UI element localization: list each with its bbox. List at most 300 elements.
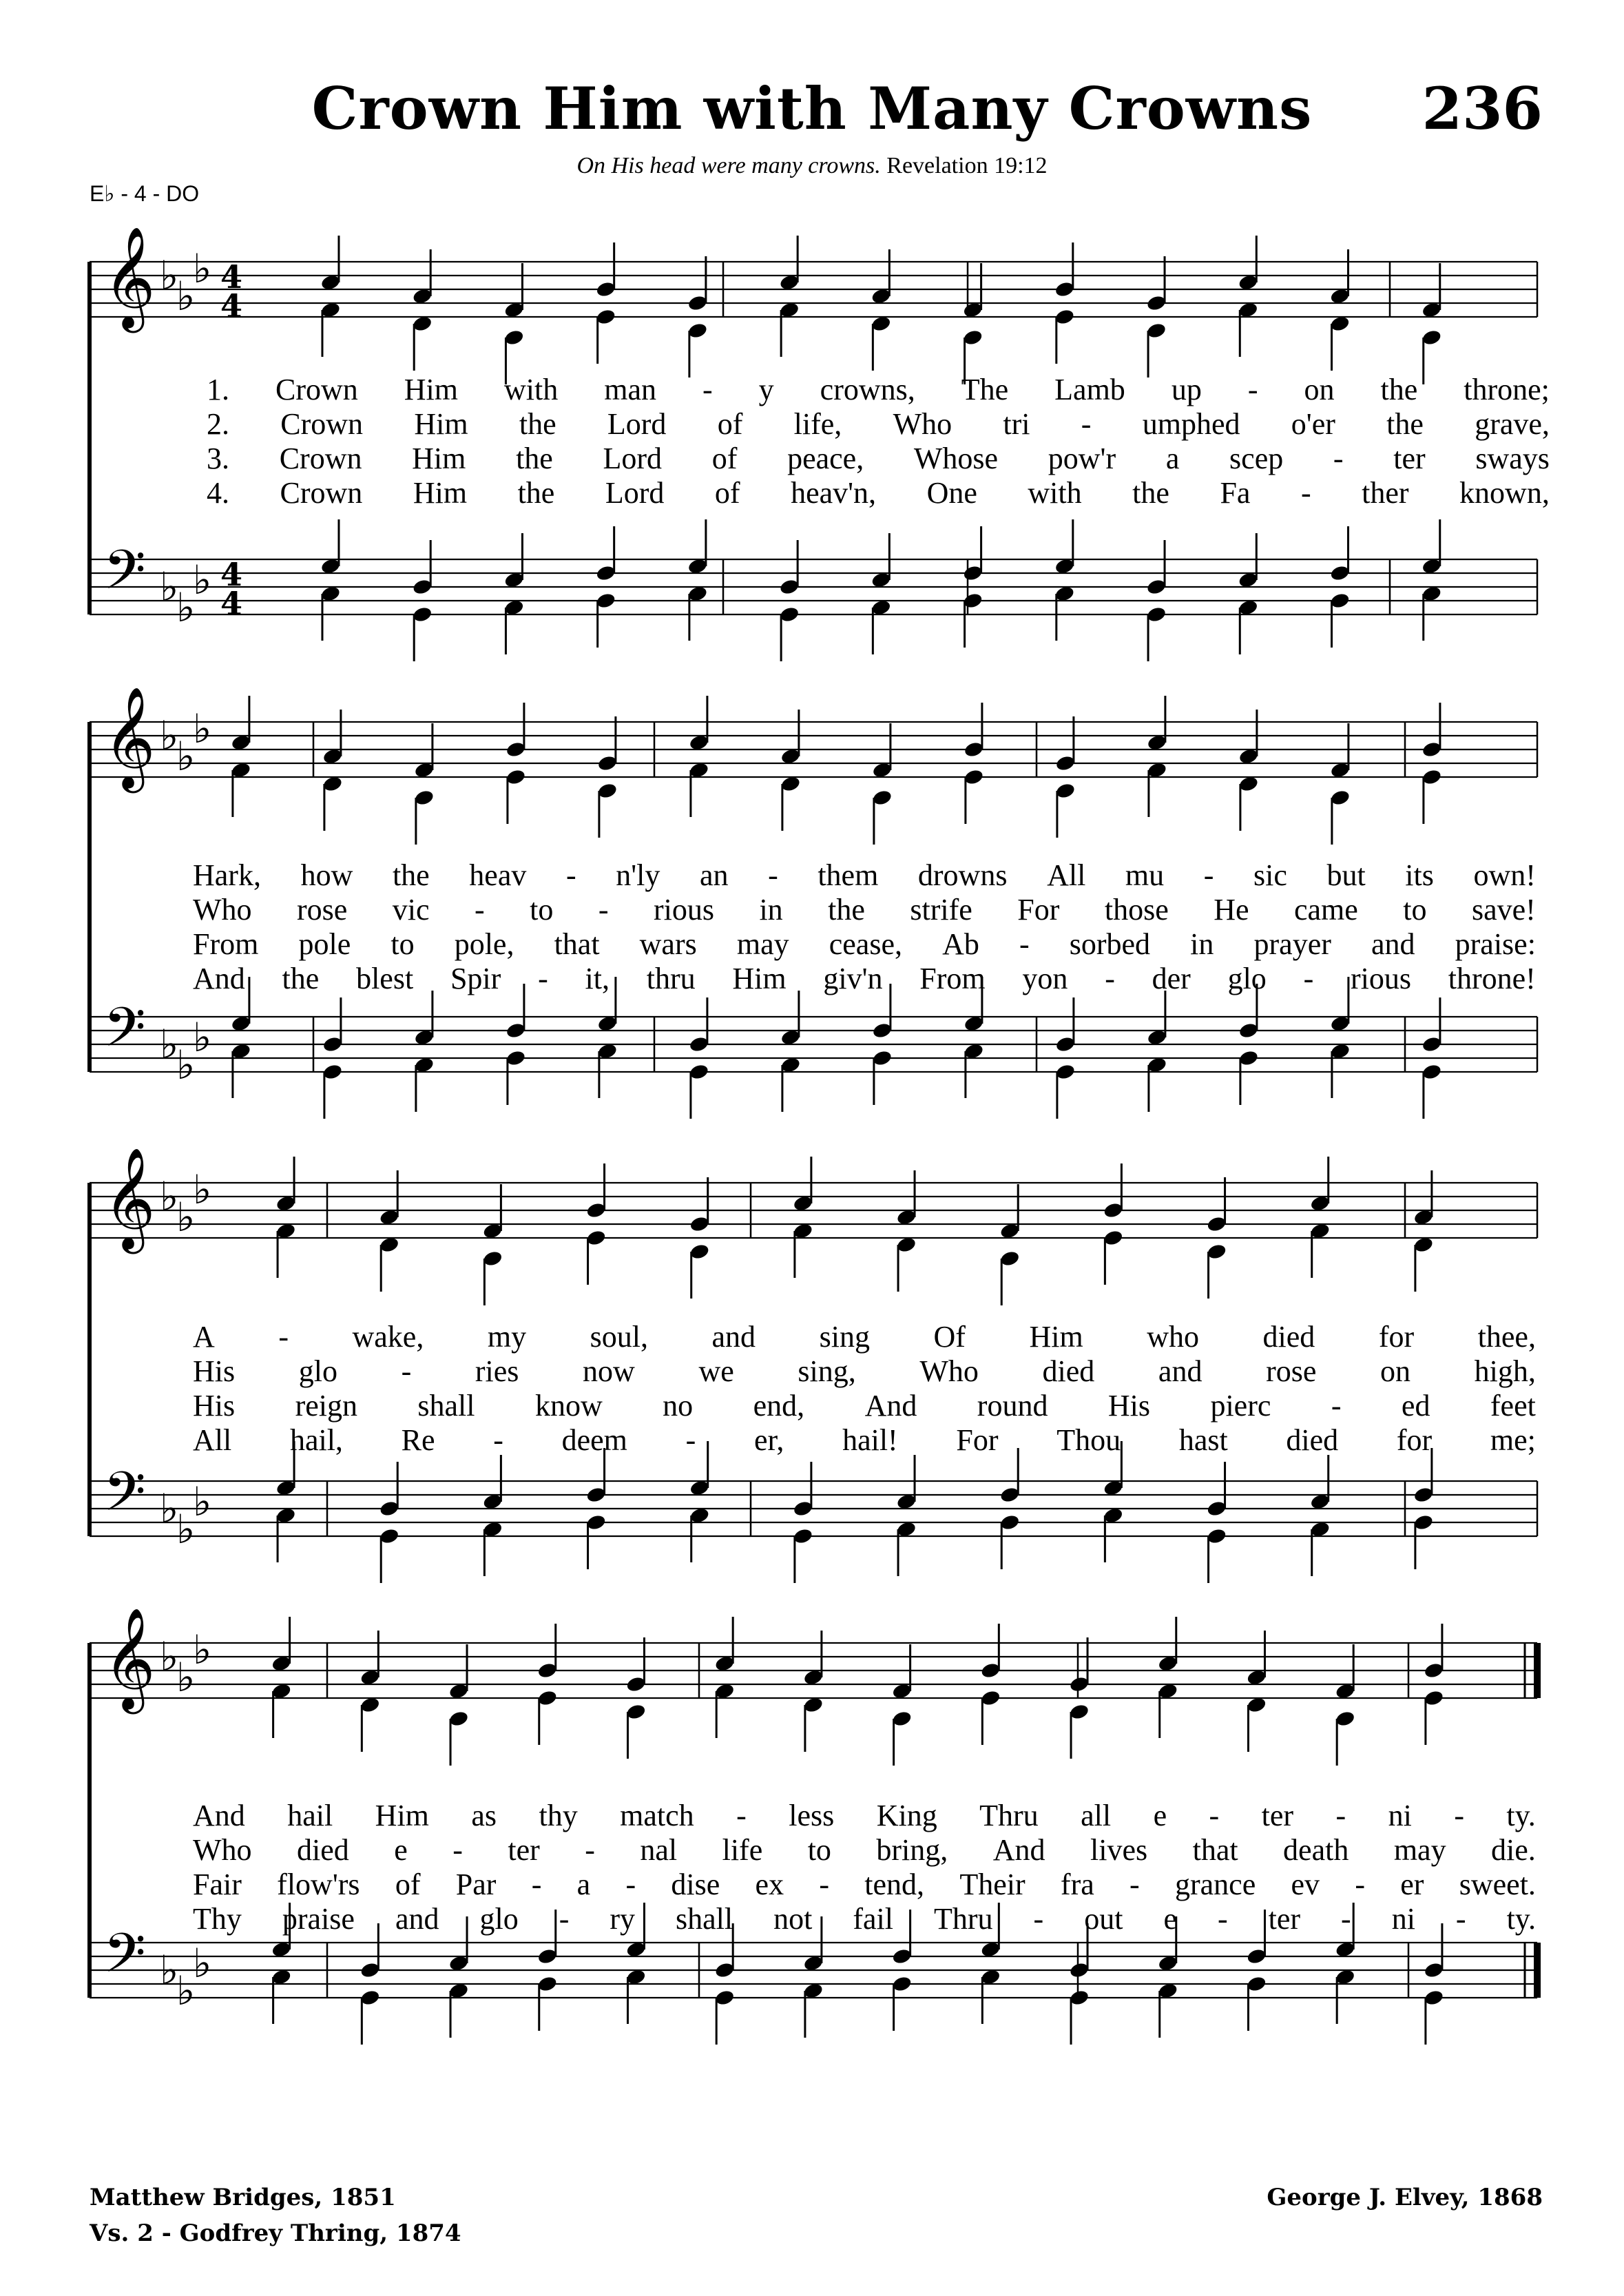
lyric-word: may bbox=[736, 927, 789, 961]
syllable-hyphen: - bbox=[1033, 1902, 1044, 1936]
lyric-word: mu bbox=[1125, 858, 1165, 892]
syllable-hyphen: - bbox=[1209, 1799, 1220, 1832]
lyric-word: man bbox=[604, 373, 657, 406]
lyric-word: and bbox=[711, 1320, 756, 1354]
flat-sign-icon: ♭ bbox=[160, 563, 179, 610]
lyric-word: pow'r bbox=[1048, 442, 1116, 475]
lyric-word: ry bbox=[610, 1902, 636, 1936]
lyric-word: ter bbox=[1393, 442, 1426, 475]
lyric-word: peace, bbox=[787, 442, 864, 475]
lyric-word: sorbed bbox=[1069, 927, 1151, 961]
lyric-word: umphed bbox=[1142, 407, 1240, 441]
bass-clef-icon: 𝄢 bbox=[103, 995, 146, 1073]
lyric-word: my bbox=[487, 1320, 527, 1354]
lyric-word: feet bbox=[1490, 1389, 1536, 1423]
treble-clef-icon: 𝄞 bbox=[103, 226, 156, 329]
lyric-word: Crown bbox=[280, 476, 363, 510]
lyric-word: a bbox=[576, 1868, 591, 1901]
lyric-word: match bbox=[620, 1799, 694, 1832]
lyric-word: The bbox=[961, 373, 1009, 406]
lyric-word: thee, bbox=[1477, 1320, 1536, 1354]
lyric-word: known, bbox=[1459, 476, 1550, 510]
scripture-reference: Revelation 19:12 bbox=[886, 153, 1048, 178]
lyric-word: its bbox=[1405, 858, 1434, 892]
lyric-word: Re bbox=[401, 1423, 435, 1457]
lyric-word: to bbox=[391, 927, 415, 961]
lyric-word: know bbox=[534, 1389, 603, 1423]
composer-credit: George J. Elvey, 1868 bbox=[1267, 2184, 1543, 2211]
lyric-word: 1. bbox=[207, 373, 229, 406]
lyric-word: Lord bbox=[605, 476, 665, 510]
lyric-word: strife bbox=[910, 893, 972, 927]
lyric-word: deem bbox=[561, 1423, 627, 1457]
lyric-word: life bbox=[722, 1833, 763, 1867]
bass-clef-icon: 𝄢 bbox=[103, 1921, 146, 1998]
lyric-word: Him bbox=[412, 442, 466, 475]
lyric-word: nal bbox=[640, 1833, 678, 1867]
lyric-word: glo bbox=[479, 1902, 519, 1936]
flat-sign-icon: ♭ bbox=[176, 733, 196, 780]
flat-sign-icon: ♭ bbox=[160, 1021, 179, 1068]
lyric-word: yon bbox=[1022, 962, 1068, 995]
syllable-hyphen: - bbox=[559, 1902, 570, 1936]
lyric-word: From bbox=[919, 962, 986, 995]
lyric-word: life, bbox=[793, 407, 842, 441]
lyric-word: Hark, bbox=[193, 858, 261, 892]
lyric-word: grave, bbox=[1475, 407, 1550, 441]
flat-sign-icon: ♭ bbox=[160, 712, 179, 759]
lyric-word: Crown bbox=[280, 407, 364, 441]
lyric-word: Par bbox=[455, 1868, 497, 1901]
flat-sign-icon: ♭ bbox=[176, 1506, 196, 1553]
lyric-word: rose bbox=[297, 893, 348, 927]
lyric-word: pole bbox=[298, 927, 351, 961]
syllable-hyphen: - bbox=[1019, 927, 1030, 961]
lyric-word: rious bbox=[653, 893, 714, 927]
lyric-word: lives bbox=[1090, 1833, 1148, 1867]
lyric-word: drowns bbox=[917, 858, 1008, 892]
lyric-word: Him bbox=[413, 476, 468, 510]
syllable-hyphen: - bbox=[1129, 1868, 1140, 1901]
syllable-hyphen: - bbox=[736, 1799, 747, 1832]
lyric-word: heav'n, bbox=[791, 476, 877, 510]
verse-1-line bbox=[207, 372, 1550, 405]
verse-1-line bbox=[193, 858, 1536, 891]
lyric-word: 4. bbox=[207, 476, 229, 510]
lyric-word: for bbox=[1378, 1320, 1415, 1354]
flat-sign-icon: ♭ bbox=[176, 1654, 196, 1701]
treble-clef-icon: 𝄞 bbox=[103, 686, 156, 789]
lyric-word: er bbox=[1400, 1868, 1424, 1901]
syllable-hyphen: - bbox=[1355, 1868, 1365, 1901]
flat-sign-icon: ♭ bbox=[160, 1173, 179, 1220]
syllable-hyphen: - bbox=[1081, 407, 1092, 441]
lyric-word: glo bbox=[298, 1354, 337, 1388]
lyric-word: soul, bbox=[590, 1320, 648, 1354]
key-info: E♭ - 4 - DO bbox=[90, 181, 200, 206]
lyric-word: fra bbox=[1060, 1868, 1094, 1901]
lyric-word: rose bbox=[1266, 1354, 1317, 1388]
lyric-word: ther bbox=[1362, 476, 1409, 510]
syllable-hyphen: - bbox=[538, 962, 548, 995]
lyric-word: that bbox=[554, 927, 600, 961]
lyric-word: up bbox=[1171, 373, 1202, 406]
lyric-word: them bbox=[818, 858, 879, 892]
lyric-word: Thru bbox=[979, 1799, 1039, 1832]
verse-2-line bbox=[207, 406, 1550, 439]
lyric-word: A bbox=[193, 1320, 215, 1354]
lyric-word: Lord bbox=[603, 442, 663, 475]
time-signature-top: 4 bbox=[220, 258, 243, 296]
lyric-word: to bbox=[530, 893, 554, 927]
lyric-word: it, bbox=[585, 962, 610, 995]
verse-3-line bbox=[193, 1867, 1536, 1900]
lyric-word: the bbox=[517, 476, 555, 510]
lyric-word: ter bbox=[508, 1833, 540, 1867]
lyric-word: Crown bbox=[275, 373, 358, 406]
lyric-word: Who bbox=[919, 1354, 979, 1388]
syllable-hyphen: - bbox=[452, 1833, 463, 1867]
lyric-word: Who bbox=[893, 407, 952, 441]
lyric-word: the bbox=[1380, 373, 1418, 406]
lyric-word: Fa bbox=[1220, 476, 1251, 510]
lyric-word: praise bbox=[282, 1902, 355, 1936]
flat-sign-icon: ♭ bbox=[176, 584, 196, 631]
syllable-hyphen: - bbox=[1300, 476, 1311, 510]
lyric-word: der bbox=[1152, 962, 1191, 995]
syllable-hyphen: - bbox=[1217, 1902, 1228, 1936]
lyric-word: own! bbox=[1473, 858, 1536, 892]
lyric-word: And bbox=[864, 1389, 917, 1423]
lyric-word: hail! bbox=[842, 1423, 898, 1457]
lyric-word: And bbox=[193, 962, 245, 995]
lyric-word: the bbox=[1386, 407, 1424, 441]
lyric-word: with bbox=[1028, 476, 1082, 510]
lyric-word: One bbox=[926, 476, 977, 510]
flat-sign-icon: ♭ bbox=[160, 252, 179, 299]
lyric-word: rious bbox=[1350, 962, 1411, 995]
lyric-word: blest bbox=[356, 962, 414, 995]
lyric-word: King bbox=[876, 1799, 937, 1832]
flat-sign-icon: ♭ bbox=[176, 273, 196, 320]
syllable-hyphen: - bbox=[1455, 1902, 1466, 1936]
syllable-hyphen: - bbox=[1105, 962, 1115, 995]
lyric-word: wake, bbox=[352, 1320, 424, 1354]
lyric-word: less bbox=[789, 1799, 835, 1832]
lyric-word: no bbox=[663, 1389, 694, 1423]
lyric-word: Fair bbox=[193, 1868, 242, 1901]
lyric-word: fail bbox=[853, 1902, 894, 1936]
lyric-word: of bbox=[714, 476, 740, 510]
syllable-hyphen: - bbox=[768, 858, 778, 892]
lyric-word: we bbox=[698, 1354, 734, 1388]
lyric-word: ni bbox=[1391, 1902, 1415, 1936]
verse-2-line bbox=[193, 892, 1536, 925]
syllable-hyphen: - bbox=[1203, 858, 1214, 892]
syllable-hyphen: - bbox=[1247, 373, 1258, 406]
lyric-word: all bbox=[1081, 1799, 1112, 1832]
lyric-word: And bbox=[193, 1799, 245, 1832]
lyric-word: out bbox=[1084, 1902, 1123, 1936]
lyric-word: on bbox=[1380, 1354, 1411, 1388]
syllable-hyphen: - bbox=[493, 1423, 503, 1457]
lyric-word: Lord bbox=[607, 407, 667, 441]
verse-3-line bbox=[193, 1388, 1536, 1421]
lyric-word: giv'n bbox=[823, 962, 883, 995]
lyric-word: not bbox=[773, 1902, 813, 1936]
lyric-word: cease, bbox=[829, 927, 902, 961]
verse-3-line bbox=[193, 927, 1536, 960]
flat-sign-icon: ♭ bbox=[193, 1014, 212, 1061]
lyric-word: 2. bbox=[207, 407, 229, 441]
lyric-word: 3. bbox=[207, 442, 229, 475]
hymn-number: 236 bbox=[1422, 74, 1543, 143]
verse-3-line bbox=[207, 441, 1550, 474]
lyric-word: hail bbox=[287, 1799, 333, 1832]
lyric-word: ter bbox=[1268, 1902, 1301, 1936]
verse2-credit: Vs. 2 - Godfrey Thring, 1874 bbox=[90, 2220, 461, 2247]
syllable-hyphen: - bbox=[685, 1423, 696, 1457]
lyric-word: died bbox=[1286, 1423, 1339, 1457]
flat-sign-icon: ♭ bbox=[160, 1485, 179, 1532]
lyric-word: the bbox=[519, 407, 556, 441]
lyric-word: that bbox=[1192, 1833, 1238, 1867]
lyric-word: And bbox=[992, 1833, 1045, 1867]
syllable-hyphen: - bbox=[531, 1868, 542, 1901]
lyric-word: sic bbox=[1253, 858, 1287, 892]
flat-sign-icon: ♭ bbox=[160, 1947, 179, 1994]
lyric-word: ni bbox=[1388, 1799, 1412, 1832]
lyric-word: and bbox=[1158, 1354, 1203, 1388]
syllable-hyphen: - bbox=[598, 893, 609, 927]
lyric-word: Him bbox=[404, 373, 459, 406]
lyric-word: to bbox=[807, 1833, 831, 1867]
lyric-word: shall bbox=[417, 1389, 475, 1423]
lyric-word: ev bbox=[1291, 1868, 1320, 1901]
lyric-word: His bbox=[1107, 1389, 1151, 1423]
lyric-word: wars bbox=[639, 927, 697, 961]
syllable-hyphen: - bbox=[1333, 442, 1344, 475]
treble-clef-icon: 𝄞 bbox=[103, 1147, 156, 1250]
verse-2-line bbox=[193, 1832, 1536, 1865]
lyric-word: crowns, bbox=[820, 373, 915, 406]
verse-4-line bbox=[193, 1901, 1536, 1934]
lyric-word: in bbox=[759, 893, 783, 927]
verse-4-line bbox=[207, 475, 1550, 508]
lyric-word: hast bbox=[1178, 1423, 1228, 1457]
lyric-word: me; bbox=[1490, 1423, 1536, 1457]
lyric-word: Him bbox=[1029, 1320, 1083, 1354]
lyric-word: sing, bbox=[798, 1354, 856, 1388]
lyric-word: Thru bbox=[934, 1902, 993, 1936]
lyric-word: Who bbox=[193, 1833, 252, 1867]
lyric-word: For bbox=[1017, 893, 1060, 927]
lyric-word: high, bbox=[1474, 1354, 1536, 1388]
lyric-word: Ab bbox=[942, 927, 979, 961]
flat-sign-icon: ♭ bbox=[193, 1626, 212, 1673]
lyric-word: o'er bbox=[1291, 407, 1335, 441]
verse-1-line bbox=[193, 1798, 1536, 1831]
lyric-word: save! bbox=[1471, 893, 1536, 927]
lyric-word: for bbox=[1396, 1423, 1433, 1457]
lyric-word: those bbox=[1104, 893, 1169, 927]
lyric-word: e bbox=[1163, 1902, 1177, 1936]
lyric-word: of bbox=[711, 442, 738, 475]
lyric-word: Lamb bbox=[1054, 373, 1125, 406]
lyric-word: For bbox=[956, 1423, 999, 1457]
flat-sign-icon: ♭ bbox=[193, 557, 212, 603]
treble-clef-icon: 𝄞 bbox=[103, 1607, 156, 1710]
lyric-word: end, bbox=[753, 1389, 805, 1423]
syllable-hyphen: - bbox=[585, 1833, 595, 1867]
lyric-word: e bbox=[1153, 1799, 1167, 1832]
lyric-word: who bbox=[1147, 1320, 1199, 1354]
flat-sign-icon: ♭ bbox=[176, 1967, 196, 2014]
time-signature-bottom: 4 bbox=[220, 585, 243, 622]
lyric-word: sways bbox=[1475, 442, 1550, 475]
lyric-word: From bbox=[193, 927, 259, 961]
lyric-word: ries bbox=[475, 1354, 519, 1388]
lyric-word: n'ly bbox=[616, 858, 660, 892]
hymn-title: Crown Him with Many Crowns bbox=[311, 74, 1313, 143]
syllable-hyphen: - bbox=[475, 893, 485, 927]
syllable-hyphen: - bbox=[1341, 1902, 1351, 1936]
lyric-word: throne! bbox=[1448, 962, 1536, 995]
flat-sign-icon: ♭ bbox=[176, 1194, 196, 1241]
lyric-word: thy bbox=[539, 1799, 578, 1832]
syllable-hyphen: - bbox=[625, 1868, 636, 1901]
lyric-word: on bbox=[1304, 373, 1335, 406]
lyric-word: pole, bbox=[454, 927, 514, 961]
lyric-word: His bbox=[193, 1354, 236, 1388]
lyric-word: flow'rs bbox=[277, 1868, 360, 1901]
flat-sign-icon: ♭ bbox=[176, 1042, 196, 1088]
lyric-word: Their bbox=[959, 1868, 1026, 1901]
lyric-word: scep bbox=[1229, 442, 1284, 475]
lyric-word: Him bbox=[414, 407, 468, 441]
lyric-word: tri bbox=[1003, 407, 1030, 441]
lyric-word: Him bbox=[375, 1799, 429, 1832]
lyric-word: the bbox=[516, 442, 553, 475]
lyric-word: His bbox=[193, 1389, 236, 1423]
lyric-word: er, bbox=[753, 1423, 784, 1457]
time-signature-bottom: 4 bbox=[220, 287, 243, 324]
syllable-hyphen: - bbox=[278, 1320, 289, 1354]
lyric-word: ter bbox=[1261, 1799, 1294, 1832]
lyric-word: vic bbox=[392, 893, 430, 927]
lyric-word: All bbox=[193, 1423, 232, 1457]
lyric-word: and bbox=[1371, 927, 1415, 961]
time-signature-top: 4 bbox=[220, 556, 243, 593]
lyric-word: prayer bbox=[1253, 927, 1331, 961]
verse-4-line bbox=[193, 1423, 1536, 1456]
lyric-word: All bbox=[1047, 858, 1086, 892]
lyric-word: a bbox=[1165, 442, 1180, 475]
flat-sign-icon: ♭ bbox=[193, 1478, 212, 1525]
bass-clef-icon: 𝄢 bbox=[103, 1460, 146, 1537]
lyric-word: sing bbox=[819, 1320, 870, 1354]
lyric-word: thru bbox=[646, 962, 696, 995]
verse-2-line bbox=[193, 1354, 1536, 1387]
lyric-word: with bbox=[504, 373, 559, 406]
lyric-word: He bbox=[1214, 893, 1249, 927]
lyric-word: died bbox=[1042, 1354, 1095, 1388]
bass-clef-icon: 𝄢 bbox=[103, 538, 146, 615]
syllable-hyphen: - bbox=[702, 373, 713, 406]
lyric-word: glo bbox=[1227, 962, 1267, 995]
syllable-hyphen: - bbox=[1303, 962, 1314, 995]
lyric-word: death bbox=[1283, 1833, 1349, 1867]
lyric-word: and bbox=[395, 1902, 439, 1936]
lyricist-credit: Matthew Bridges, 1851 bbox=[90, 2184, 396, 2211]
lyric-word: of bbox=[395, 1868, 421, 1901]
lyric-word: the bbox=[1132, 476, 1169, 510]
lyric-word: Crown bbox=[279, 442, 362, 475]
lyric-word: ty. bbox=[1506, 1799, 1536, 1832]
lyric-word: praise: bbox=[1455, 927, 1536, 961]
lyric-word: the bbox=[828, 893, 865, 927]
lyric-word: may bbox=[1393, 1833, 1446, 1867]
lyric-word: die. bbox=[1491, 1833, 1536, 1867]
lyric-word: Whose bbox=[913, 442, 999, 475]
lyric-word: ty. bbox=[1506, 1902, 1536, 1936]
lyric-word: round bbox=[977, 1389, 1048, 1423]
lyric-word: tend, bbox=[864, 1868, 925, 1901]
lyric-word: bring, bbox=[876, 1833, 948, 1867]
verse-4-line bbox=[193, 961, 1536, 994]
lyric-word: how bbox=[300, 858, 353, 892]
syllable-hyphen: - bbox=[565, 858, 576, 892]
lyric-word: ed bbox=[1401, 1389, 1430, 1423]
lyric-word: died bbox=[297, 1833, 349, 1867]
syllable-hyphen: - bbox=[819, 1868, 830, 1901]
flat-sign-icon: ♭ bbox=[193, 1940, 212, 1987]
lyric-word: the bbox=[282, 962, 320, 995]
syllable-hyphen: - bbox=[401, 1354, 412, 1388]
syllable-hyphen: - bbox=[1454, 1799, 1464, 1832]
lyric-word: sweet. bbox=[1459, 1868, 1536, 1901]
lyric-word: heav bbox=[469, 858, 527, 892]
syllable-hyphen: - bbox=[1331, 1389, 1342, 1423]
lyric-word: Spir bbox=[450, 962, 501, 995]
lyric-word: died bbox=[1262, 1320, 1315, 1354]
syllable-hyphen: - bbox=[1335, 1799, 1346, 1832]
lyric-word: Him bbox=[732, 962, 787, 995]
lyric-word: the bbox=[392, 858, 430, 892]
lyric-word: e bbox=[394, 1833, 408, 1867]
lyric-word: Of bbox=[933, 1320, 966, 1354]
lyric-word: of bbox=[717, 407, 743, 441]
flat-sign-icon: ♭ bbox=[193, 1166, 212, 1213]
lyric-word: hail, bbox=[289, 1423, 343, 1457]
lyric-word: shall bbox=[676, 1902, 733, 1936]
scripture-quote: On His head were many crowns. bbox=[576, 153, 881, 178]
lyric-word: reign bbox=[295, 1389, 357, 1423]
lyric-word: now bbox=[583, 1354, 635, 1388]
lyric-word: Thy bbox=[193, 1902, 242, 1936]
lyric-word: came bbox=[1293, 893, 1358, 927]
lyric-word: pierc bbox=[1210, 1389, 1271, 1423]
lyric-word: an bbox=[699, 858, 729, 892]
flat-sign-icon: ♭ bbox=[193, 705, 212, 752]
flat-sign-icon: ♭ bbox=[193, 245, 212, 292]
lyric-word: in bbox=[1190, 927, 1214, 961]
verse-1-line bbox=[193, 1319, 1536, 1352]
lyric-word: as bbox=[471, 1799, 497, 1832]
lyric-word: throne; bbox=[1464, 373, 1550, 406]
flat-sign-icon: ♭ bbox=[160, 1633, 179, 1680]
lyric-word: but bbox=[1326, 858, 1366, 892]
